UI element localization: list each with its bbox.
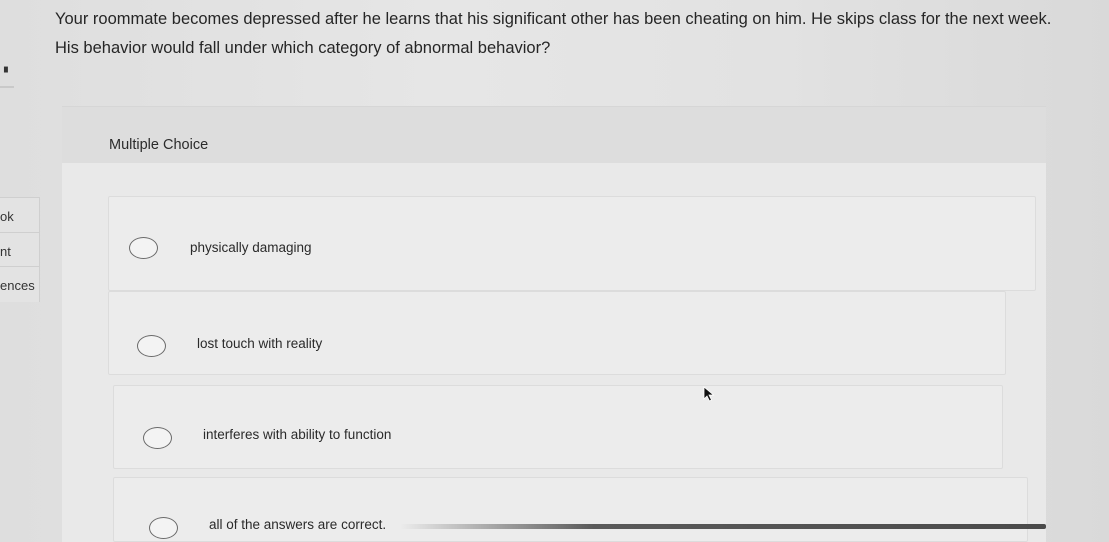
answer-option-label: interferes with ability to function [203, 427, 392, 442]
answer-option-4[interactable] [113, 477, 1028, 542]
sidebar-item-1[interactable] [0, 197, 40, 233]
sidebar-item-2[interactable] [0, 232, 40, 268]
radio-button-icon[interactable] [137, 335, 166, 357]
radio-button-icon[interactable] [143, 427, 172, 449]
sidebar-item-label: nt [0, 244, 11, 259]
answer-option-1[interactable] [108, 196, 1036, 291]
left-sidebar [0, 0, 42, 542]
radio-button-icon[interactable] [149, 517, 178, 539]
question-type-label: Multiple Choice [109, 137, 209, 153]
answer-option-2[interactable] [108, 291, 1006, 375]
bottom-scroll-bar[interactable] [400, 524, 1046, 529]
sidebar-item-label: ences [0, 278, 35, 293]
answer-option-label: lost touch with reality [197, 336, 323, 351]
answer-option-3[interactable] [113, 385, 1003, 469]
sidebar-divider [0, 86, 14, 88]
radio-button-icon[interactable] [129, 237, 158, 259]
sidebar-item-3[interactable] [0, 266, 40, 302]
sidebar-item-label: ok [0, 209, 14, 224]
sidebar-marker: ▗ [0, 62, 8, 73]
answer-option-label: physically damaging [190, 240, 312, 255]
question-text: Your roommate becomes depressed after he learns that his significant other has been cheating on him. He skips class for the next week. His behavior would fall under which category of abnormal behavior? [55, 10, 1052, 57]
mouse-cursor-icon [703, 386, 715, 402]
answer-option-label: all of the answers are correct. [209, 517, 387, 532]
panel-header [62, 107, 1046, 163]
